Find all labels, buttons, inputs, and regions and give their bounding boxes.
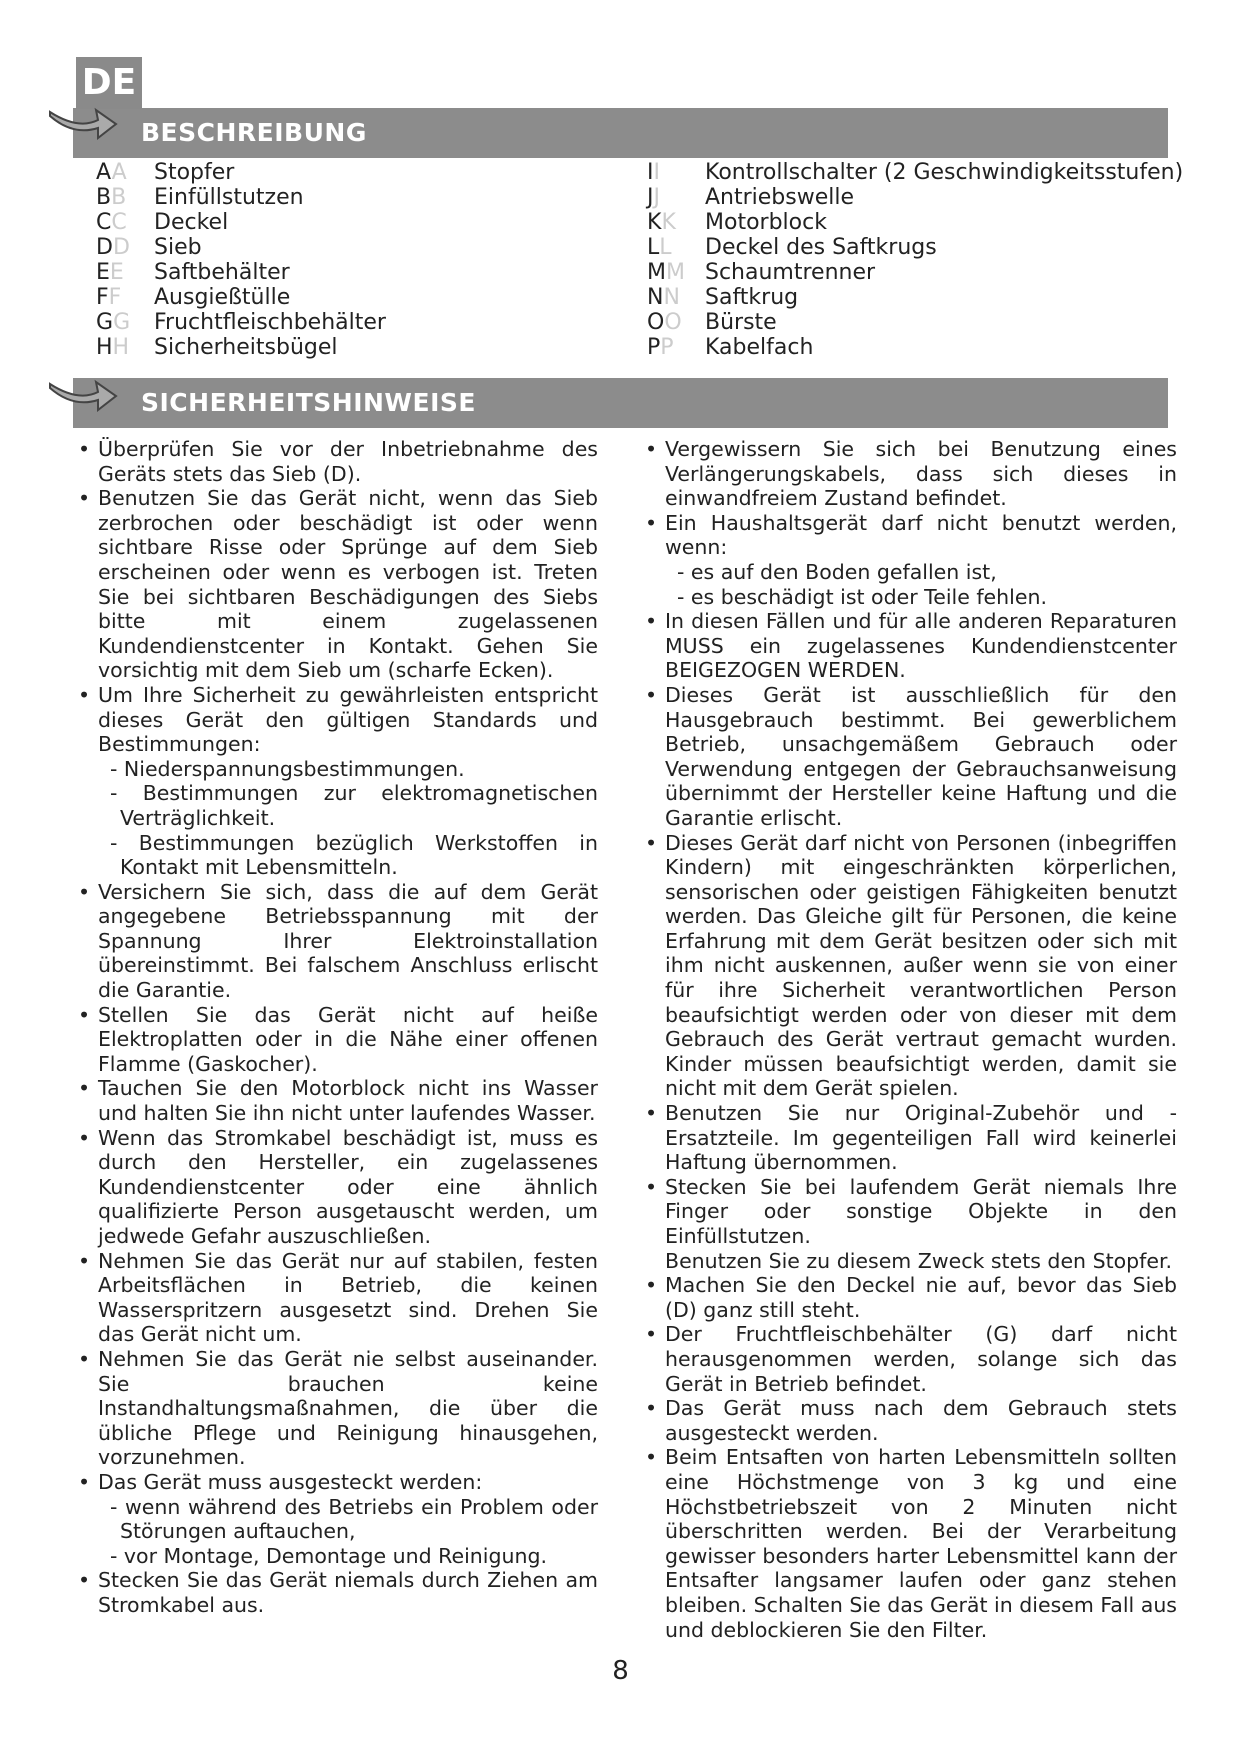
safety-text: • Nehmen Sie das Gerät nie selbst auseinander. Sie brauchen keine Instandhaltungsmaßnahmen, die über die übliche Pflege und Reinigung hinausgehen, vorzunehmen. bbox=[98, 1346, 598, 1470]
legend-label: Einfüllstutzen bbox=[154, 185, 304, 210]
safety-text: • Versichern Sie sich, dass die auf dem Gerät angegebene Betriebsspannung mit der Spannung Ihrer Elektroinstallation übereinstimmt. Bei falschem Anschluss erlischt die Garantie. bbox=[98, 879, 598, 1003]
page-number: 8 bbox=[612, 1656, 629, 1686]
legend-label: Deckel des Saftkrugs bbox=[705, 235, 937, 260]
safety-text: • Benutzen Sie nur Original-Zubehör und -Ersatzteile. Im gegenteiligen Fall wird keinerlei Haftung übernommen. bbox=[665, 1101, 1177, 1175]
legend-letter: G bbox=[96, 310, 114, 335]
safety-item bbox=[645, 1175, 1177, 1273]
legend-letter-outline: D bbox=[112, 235, 130, 260]
safety-text-continued: Benutzen Sie zu diesem Zweck stets den Stopfer. bbox=[665, 1248, 1173, 1273]
legend-item bbox=[96, 310, 386, 335]
legend-item bbox=[96, 285, 386, 310]
legend-key bbox=[647, 310, 705, 335]
section-title: SICHERHEITSHINWEISE bbox=[141, 388, 476, 417]
legend-letter-outline: J bbox=[653, 185, 660, 210]
legend-item bbox=[96, 160, 386, 185]
safety-item bbox=[645, 437, 1177, 511]
legend-letter-outline: F bbox=[108, 285, 122, 310]
safety-item bbox=[78, 437, 598, 486]
legend-letter: J bbox=[647, 185, 654, 210]
legend-key bbox=[647, 235, 705, 260]
safety-item bbox=[645, 1101, 1177, 1175]
safety-item bbox=[645, 1322, 1177, 1396]
legend-label: Schaumtrenner bbox=[705, 260, 876, 285]
safety-text: • Dieses Gerät ist ausschließlich für den Hausgebrauch bestimmt. Bei gewerblichem Betrieb, unsachgemäßem Gebrauch oder Verwendung entgegen der Gebrauchsanweisung übernimmt der Hersteller keine Haftung und die Garantie erlischt. bbox=[665, 682, 1177, 830]
safety-item bbox=[78, 1347, 598, 1470]
legend-key bbox=[647, 285, 705, 310]
safety-item bbox=[78, 880, 598, 1003]
arrow-icon bbox=[48, 372, 118, 412]
safety-subitem: - vor Montage, Demontage und Reinigung. bbox=[110, 1543, 548, 1568]
legend-label: Fruchtfleischbehälter bbox=[154, 310, 386, 335]
safety-text: • Beim Entsaften von harten Lebensmitteln sollten eine Höchstmenge von 3 kg und eine Höchstbetriebszeit von 2 Minuten nicht überschritten werden. Bei der Verarbeitung gewisser besonders harter Lebensmittel kann der Entsafter langsamer laufen oder ganz stehen bleiben. Schalten Sie das Gerät in diesem Fall aus und deblockieren Sie den Filter. bbox=[665, 1445, 1177, 1642]
legend-letter-outline: A bbox=[111, 160, 127, 185]
safety-column-right bbox=[645, 437, 1177, 1642]
legend-key bbox=[96, 235, 154, 260]
legend-letter: I bbox=[647, 160, 654, 185]
legend-key bbox=[96, 335, 154, 360]
safety-text: • Überprüfen Sie vor der Inbetriebnahme des Geräts stets das Sieb (D). bbox=[98, 437, 598, 486]
legend-item bbox=[647, 210, 1183, 235]
legend-label: Saftbehälter bbox=[154, 260, 290, 285]
safety-item bbox=[645, 511, 1177, 609]
legend-key bbox=[647, 160, 705, 185]
legend-letter-outline: C bbox=[111, 210, 127, 235]
legend-key bbox=[647, 210, 705, 235]
legend-letter-outline: O bbox=[664, 310, 682, 335]
legend-left bbox=[96, 160, 386, 360]
legend-letter-outline: N bbox=[663, 285, 680, 310]
legend-key bbox=[96, 310, 154, 335]
safety-text: • Stecken Sie bei laufendem Gerät niemals Ihre Finger oder sonstige Objekte in den Einfüllstutzen. bbox=[665, 1174, 1177, 1248]
legend-label: Ausgießtülle bbox=[154, 285, 291, 310]
legend-label: Antriebswelle bbox=[705, 185, 855, 210]
legend-label: Saftkrug bbox=[705, 285, 799, 310]
safety-item bbox=[78, 1568, 598, 1617]
safety-subitem: - Bestimmungen zur elektromagnetischen Verträglichkeit. bbox=[110, 781, 598, 830]
legend-letter-outline: I bbox=[653, 160, 660, 185]
safety-item bbox=[645, 1396, 1177, 1445]
safety-subitem: - es auf den Boden gefallen ist, bbox=[677, 559, 997, 584]
legend-letter-outline: E bbox=[109, 260, 124, 285]
legend-label: Deckel bbox=[154, 210, 229, 235]
safety-item bbox=[645, 1273, 1177, 1322]
legend-letter: D bbox=[96, 235, 113, 260]
legend-letter: M bbox=[647, 260, 666, 285]
legend-key bbox=[96, 210, 154, 235]
safety-text: • Der Fruchtfleischbehälter (G) darf nicht herausgenommen werden, solange sich das Gerät in Betrieb befindet. bbox=[665, 1322, 1177, 1396]
arrow-icon bbox=[48, 100, 118, 140]
legend-key bbox=[647, 335, 705, 360]
safety-subitem: - es beschädigt ist oder Teile fehlen. bbox=[677, 584, 1047, 609]
legend-item bbox=[647, 335, 1183, 360]
safety-text: • Vergewissern Sie sich bei Benutzung eines Verlängerungskabels, dass sich dieses in einwandfreiem Zustand befindet. bbox=[665, 437, 1177, 511]
legend-label: Sieb bbox=[154, 235, 202, 260]
legend-label: Kabelfach bbox=[705, 335, 814, 360]
safety-text: • Nehmen Sie das Gerät nur auf stabilen, festen Arbeitsflächen in Betrieb, die keinen Wasserspritzern ausgesetzt sind. Drehen Sie das Gerät nicht um. bbox=[98, 1248, 598, 1347]
safety-text: • Das Gerät muss ausgesteckt werden: bbox=[98, 1469, 483, 1494]
safety-text: • Ein Haushaltsgerät darf nicht benutzt werden, wenn: bbox=[665, 510, 1177, 560]
legend-right bbox=[647, 160, 1183, 360]
legend-letter-outline: B bbox=[111, 185, 127, 210]
legend-letter: O bbox=[647, 310, 665, 335]
safety-subitem: - Bestimmungen bezüglich Werkstoffen in Kontakt mit Lebensmitteln. bbox=[110, 830, 598, 880]
legend-key bbox=[96, 260, 154, 285]
legend-label: Kontrollschalter (2 Geschwindigkeitsstufen) bbox=[705, 160, 1184, 185]
legend-key bbox=[647, 260, 705, 285]
safety-text: • In diesen Fällen und für alle anderen Reparaturen MUSS ein zugelassenes Kundendienstcenter BEIGEZOGEN WERDEN. bbox=[665, 609, 1177, 683]
language-tab: DE bbox=[76, 57, 142, 109]
legend-letter-outline: G bbox=[113, 310, 131, 335]
legend-key bbox=[647, 185, 705, 210]
safety-item bbox=[645, 683, 1177, 831]
legend-letter: H bbox=[96, 335, 113, 360]
legend-item bbox=[647, 260, 1183, 285]
safety-item bbox=[645, 831, 1177, 1102]
legend-letter: K bbox=[647, 210, 662, 235]
legend-item bbox=[96, 260, 386, 285]
safety-text: • Stellen Sie das Gerät nicht auf heiße Elektroplatten oder in die Nähe einer offenen Flamme (Gaskocher). bbox=[98, 1002, 598, 1076]
legend-letter-outline: K bbox=[661, 210, 676, 235]
legend-letter-outline: H bbox=[112, 335, 130, 360]
legend-letter: B bbox=[96, 185, 112, 210]
safety-subitem: - wenn während des Betriebs ein Problem oder Störungen auftauchen, bbox=[110, 1494, 598, 1544]
safety-text: • Machen Sie den Deckel nie auf, bevor das Sieb (D) ganz still steht. bbox=[665, 1273, 1177, 1322]
legend-letter: E bbox=[96, 260, 110, 285]
legend-item bbox=[647, 185, 1183, 210]
safety-text: • Wenn das Stromkabel beschädigt ist, muss es durch den Hersteller, ein zugelassenes Kundendienstcenter oder eine ähnlich qualifizierte Person ausgetauscht werden, um jedwede Gefahr auszuschließen. bbox=[98, 1125, 598, 1248]
legend-letter: F bbox=[96, 285, 109, 310]
legend-item bbox=[96, 335, 386, 360]
legend-item bbox=[647, 160, 1183, 185]
legend-item bbox=[96, 235, 386, 260]
legend-letter-outline: L bbox=[659, 235, 672, 260]
safety-item bbox=[78, 1003, 598, 1077]
legend-label: Stopfer bbox=[154, 160, 235, 185]
legend-letter: P bbox=[647, 335, 661, 360]
legend-letter: N bbox=[647, 285, 664, 310]
legend-label: Sicherheitsbügel bbox=[154, 335, 338, 360]
section-header-description bbox=[73, 108, 1168, 158]
section-title: BESCHREIBUNG bbox=[141, 118, 367, 147]
legend-item bbox=[647, 235, 1183, 260]
section-header-safety bbox=[73, 378, 1168, 428]
legend-key bbox=[96, 160, 154, 185]
safety-text: • Dieses Gerät darf nicht von Personen (inbegriffen Kindern) mit eingeschränkten körperlichen, sensorischen oder geistigen Fähigkeiten benutzt werden. Das Gleiche gilt für Personen, die keine Erfahrung mit dem Gerät besitzen oder sich mit ihm nicht auskennen, außer wenn sie von einer für ihre Sicherheit verantwortlichen Person beaufsichtigt werden oder von dieser mit dem Gebrauch des Gerät vertraut gemacht wurden. Kinder müssen beaufsichtigt werden, damit sie nicht mit dem Gerät spielen. bbox=[665, 830, 1177, 1101]
legend-key bbox=[96, 185, 154, 210]
safety-text: • Tauchen Sie den Motorblock nicht ins Wasser und halten Sie ihn nicht unter laufendes Wasser. bbox=[98, 1076, 598, 1126]
safety-text: • Um Ihre Sicherheit zu gewährleisten entspricht dieses Gerät den gültigen Standards und Bestimmungen: bbox=[98, 682, 598, 757]
legend-letter: L bbox=[647, 235, 660, 260]
legend-label: Bürste bbox=[705, 310, 777, 335]
safety-item bbox=[78, 1249, 598, 1347]
safety-item bbox=[78, 1076, 598, 1125]
safety-text: • Benutzen Sie das Gerät nicht, wenn das Sieb zerbrochen oder beschädigt ist oder wenn sichtbare Risse oder Sprünge auf dem Sieb erscheinen oder wenn es verbogen ist. Treten Sie bei sichtbaren Beschädigungen des Siebs bitte mit einem zugelassenen Kundendienstcenter in Kontakt. Gehen Sie vorsichtig mit dem Sieb um (scharfe Ecken). bbox=[98, 486, 598, 683]
legend-item bbox=[96, 185, 386, 210]
legend-item bbox=[647, 285, 1183, 310]
legend-item bbox=[96, 210, 386, 235]
legend-letter: A bbox=[96, 160, 112, 185]
safety-text: • Stecken Sie das Gerät niemals durch Ziehen am Stromkabel aus. bbox=[98, 1568, 598, 1617]
safety-item bbox=[78, 683, 598, 880]
safety-text: • Das Gerät muss nach dem Gebrauch stets ausgesteckt werden. bbox=[665, 1396, 1177, 1445]
safety-column-left bbox=[78, 437, 598, 1618]
legend-key bbox=[96, 285, 154, 310]
safety-item bbox=[645, 609, 1177, 683]
safety-item bbox=[78, 486, 598, 683]
legend-label: Motorblock bbox=[705, 210, 827, 235]
legend-letter-outline: M bbox=[665, 260, 685, 285]
legend-letter: C bbox=[96, 210, 112, 235]
safety-item bbox=[78, 1126, 598, 1249]
safety-subitem: - Niederspannungsbestimmungen. bbox=[110, 756, 465, 781]
legend-letter-outline: P bbox=[660, 335, 674, 360]
legend-item bbox=[647, 310, 1183, 335]
safety-item bbox=[645, 1445, 1177, 1642]
safety-item bbox=[78, 1470, 598, 1568]
